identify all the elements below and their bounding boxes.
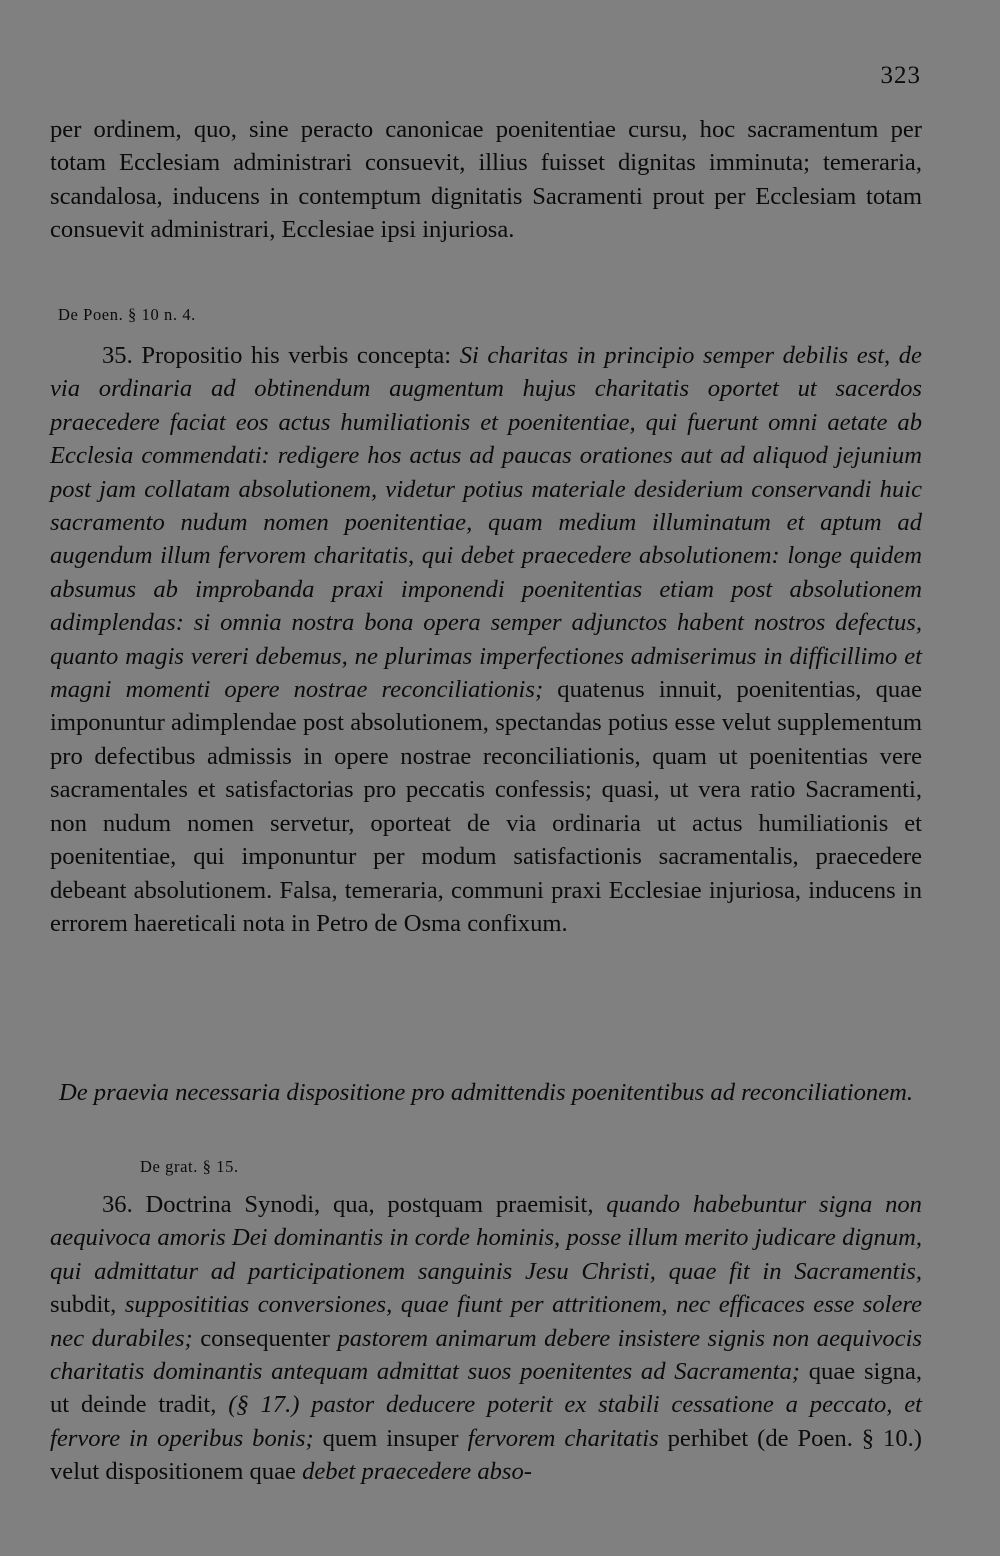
paragraph-continuation: per ordinem, quo, sine peracto canonicae poenitentiae cursu, hoc sacramentum per totam Ecclesiam administrari consuevit, illius fuisset dignitas imminuta; temeraria, scandalosa, inducens in contemptum dignitatis Sacramenti prout per Ecclesiam totam consuevit administrari, Ecclesiae ipsi injuriosa. <box>50 116 922 244</box>
section-heading: De praevia necessaria dispositione pro admittendis poenitentibus ad reconciliationem. <box>58 1079 914 1106</box>
quoted-segment: debet praecedere abso- <box>302 1458 532 1486</box>
paragraph-intro: Propositio his verbis concepta: <box>141 342 452 369</box>
page-number: 323 <box>880 62 921 89</box>
paragraph-35 <box>50 339 922 940</box>
quoted-segment: (§ 17.) pastor deducere poterit ex stabili cessatione a peccato, et fervore in operibus bonis; <box>50 1391 922 1452</box>
paragraph-number: 35. <box>102 342 133 369</box>
censure-text: quatenus innuit, poenitentias, quae imponuntur adimplendae post absolutionem, spectandas potius esse velut supplementum pro defectibus admissis in opere nostrae reconciliationis, quam ut poenitentias vere sacramentales et satisfactorias pro peccatis confessis; quasi, ut vera ratio Sacramenti, non nudum nomen servetur, oporteat de via ordinaria ut actus humiliationis et poenitentiae, qui imponuntur per modum satisfactionis sacramentalis, praecedere debeant absolutionem. Falsa, temeraria, communi praxi Ecclesiae injuriosa, inducens in errorem haereticali nota in Petro de Osma confixum. <box>50 676 922 937</box>
quoted-segment: supposititias conversiones, quae fiunt per attritionem, nec efficaces esse solere nec durabiles; <box>50 1291 923 1352</box>
quoted-segment: quando habebuntur signa non aequivoca amoris Dei dominantis in corde hominis, posse illum merito judicare dignum, qui admittatur ad participationem sanguinis Jesu Christi, quae fit in Sacramentis, <box>50 1191 922 1285</box>
paragraph-number: 36. <box>102 1191 133 1218</box>
text-segment: Doctrina Synodi, qua, postquam praemisit, <box>145 1191 594 1218</box>
quoted-segment: pastorem animarum debere insistere signis non aequivocis charitatis dominantis antequam admittat suos poenitentes ad Sacramenta; <box>50 1324 922 1386</box>
text-segment: subdit, <box>50 1291 117 1319</box>
quoted-proposition: Si charitas in principio semper debilis est, de via ordinaria ad obtinendum augmentum hujus charitatis oportet ut sacerdos praecedere faciat eos actus humiliationis et poenitentiae, qui fuerunt omni aetate ab Ecclesia commendati: redigere hos actus ad paucas orationes aut ad aliquod jejunium post jam collatam absolutionem, videtur potius materiale desiderium conservandi huic sacramento nudum nomen poenitentiae, quam medium illuminatum et aptum ad augendum illum fervorem charitatis, qui debet praecedere absolutionem: longe quidem absumus ab improbanda praxi imponendi poenitentias etiam post absolutionem adimplendas: si omnia nostra bona opera semper adjunctos habent nostros defectus, quanto magis vereri debemus, ne plurimas imperfectiones admiserimus in difficillimo et magni momenti opere nostrae reconciliationis; <box>50 342 922 704</box>
reference-de-grat: De grat. § 15. <box>140 1157 239 1176</box>
text-segment: consequenter <box>200 1324 330 1352</box>
quoted-segment: fervorem charitatis <box>467 1424 659 1452</box>
text-segment: perhibet (de Poen. § 10.) velut dispositionem quae <box>50 1424 922 1486</box>
text-segment: quem insuper <box>322 1424 459 1452</box>
text-segment: quae signa, ut deinde tradit, <box>50 1358 923 1419</box>
paragraph-36 <box>50 1188 922 1489</box>
reference-de-poen: De Poen. § 10 n. 4. <box>58 305 196 324</box>
